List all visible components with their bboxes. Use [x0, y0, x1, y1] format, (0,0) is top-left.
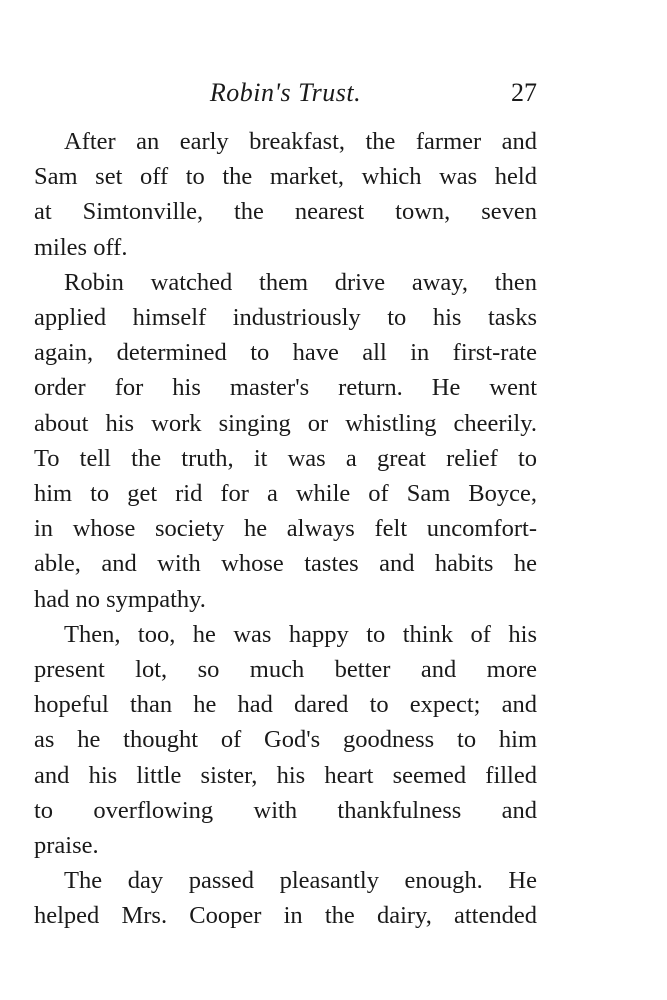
text-line: present lot, so much better and more: [34, 656, 537, 684]
text-line: To tell the truth, it was a great relief to: [34, 444, 537, 472]
text-line: applied himself industriously to his tasks: [34, 304, 537, 332]
text-line: helped Mrs. Cooper in the dairy, attended: [34, 902, 537, 930]
text-line: praise.: [34, 832, 99, 860]
running-head: [34, 78, 537, 114]
paragraph: [34, 124, 537, 265]
text-line: him to get rid for a while of Sam Boyce,: [34, 480, 537, 508]
text-line: miles off.: [34, 233, 128, 261]
text-line: to overflowing with thankfulness and: [34, 796, 537, 824]
paragraph: [34, 265, 537, 617]
text-line: and his little sister, his heart seemed filled: [34, 761, 537, 789]
running-title: Robin's Trust.: [209, 78, 362, 107]
text-line: in whose society he always felt uncomfort-: [34, 515, 537, 543]
text-line: as he thought of God's goodness to him: [34, 726, 537, 754]
text-line: about his work singing or whistling cheerily.: [34, 409, 537, 437]
paragraph: [34, 863, 537, 933]
text-line: at Simtonville, the nearest town, seven: [34, 198, 537, 226]
text-line: After an early breakfast, the farmer and: [64, 128, 537, 155]
text-line: Robin watched them drive away, then: [64, 268, 537, 296]
text-line: had no sympathy.: [34, 585, 206, 613]
text-line: able, and with whose tastes and habits he: [34, 550, 537, 578]
text-line: hopeful than he had dared to expect; and: [34, 691, 537, 719]
body-text: [34, 124, 537, 934]
page-number: 27: [511, 78, 537, 107]
text-line: The day passed pleasantly enough. He: [64, 867, 537, 895]
text-line: Then, too, he was happy to think of his: [64, 620, 537, 648]
text-line: Sam set off to the market, which was held: [34, 163, 537, 191]
text-line: order for his master's return. He went: [34, 374, 537, 402]
text-line: again, determined to have all in first-rate: [34, 339, 537, 367]
paragraph: [34, 617, 537, 863]
